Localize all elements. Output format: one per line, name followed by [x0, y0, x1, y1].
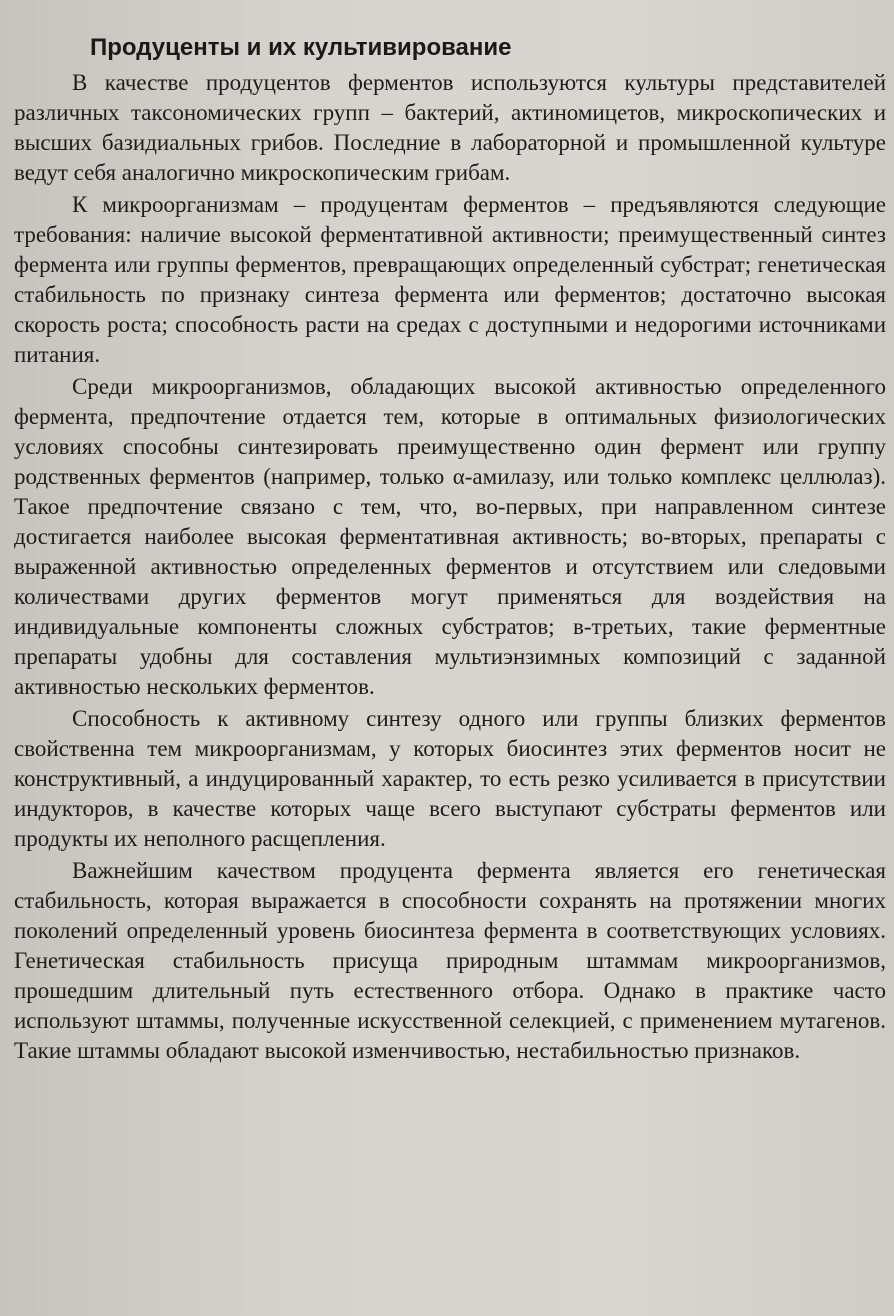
paragraph-preference: Среди микроорганизмов, обладающих высокой активностью определенного фермента, предпочтение отдается тем, которые в оптимальных физиологических условиях способны синтезировать преимущественно один фермент или группу родственных ферментов (например, только α-амилазу, или только комплекс целлюлаз). Такое предпочтение связано с тем, что, во-первых, при направленном синтезе достигается наиболее высокая ферментативная активность; во-вторых, препараты с выраженной активностью определенных ферментов и отсутствием или следовыми количествами других ферментов могут применяться для воздействия на индивидуальные компоненты сложных субстратов; в-третьих, такие ферментные препараты удобны для составления мультиэнзимных композиций с заданной активностью нескольких ферментов. [14, 374, 886, 699]
paragraph-requirements: К микроорганизмам – продуцентам ферментов – предъявляются следующие требования: наличие высокой ферментативной активности; преимущественный синтез фермента или группы ферментов, превращающих определенный субстрат; генетическая стабильность по признаку синтеза фермента или ферментов; достаточно высокая скорость роста; способность расти на средах с доступными и недорогими источниками питания. [14, 192, 886, 367]
paragraph-producers-groups: В качестве продуцентов ферментов используются культуры представителей различных таксономических групп – бактерий, актиномицетов, микроскопических и высших базидиальных грибов. Последние в лабораторной и промышленной культуре ведут себя аналогично микроскопическим грибам. [14, 70, 886, 185]
paragraph-genetic-stability: Важнейшим качеством продуцента фермента является его генетическая стабильность, которая выражается в способности сохранять на протяжении многих поколений определенный уровень биосинтеза фермента в соответствующих условиях. Генетическая стабильность присуща природным штаммам микроорганизмов, прошедшим длительный путь естественного отбора. Однако в практике часто используют штаммы, полученные искусственной селекцией, с применением мутагенов. Такие штаммы обладают высокой изменчивостью, нестабильностью признаков. [14, 858, 886, 1063]
section-heading: Продуценты и их культивирование [90, 34, 512, 61]
paragraph-induced-synthesis: Способность к активному синтезу одного или группы близких ферментов свойственна тем микроорганизмам, у которых биосинтез этих ферментов носит не конструктивный, а индуцированный характер, то есть резко усиливается в присутствии индукторов, в качестве которых чаще всего выступают субстраты ферментов или продукты их неполного расщепления. [14, 706, 886, 851]
